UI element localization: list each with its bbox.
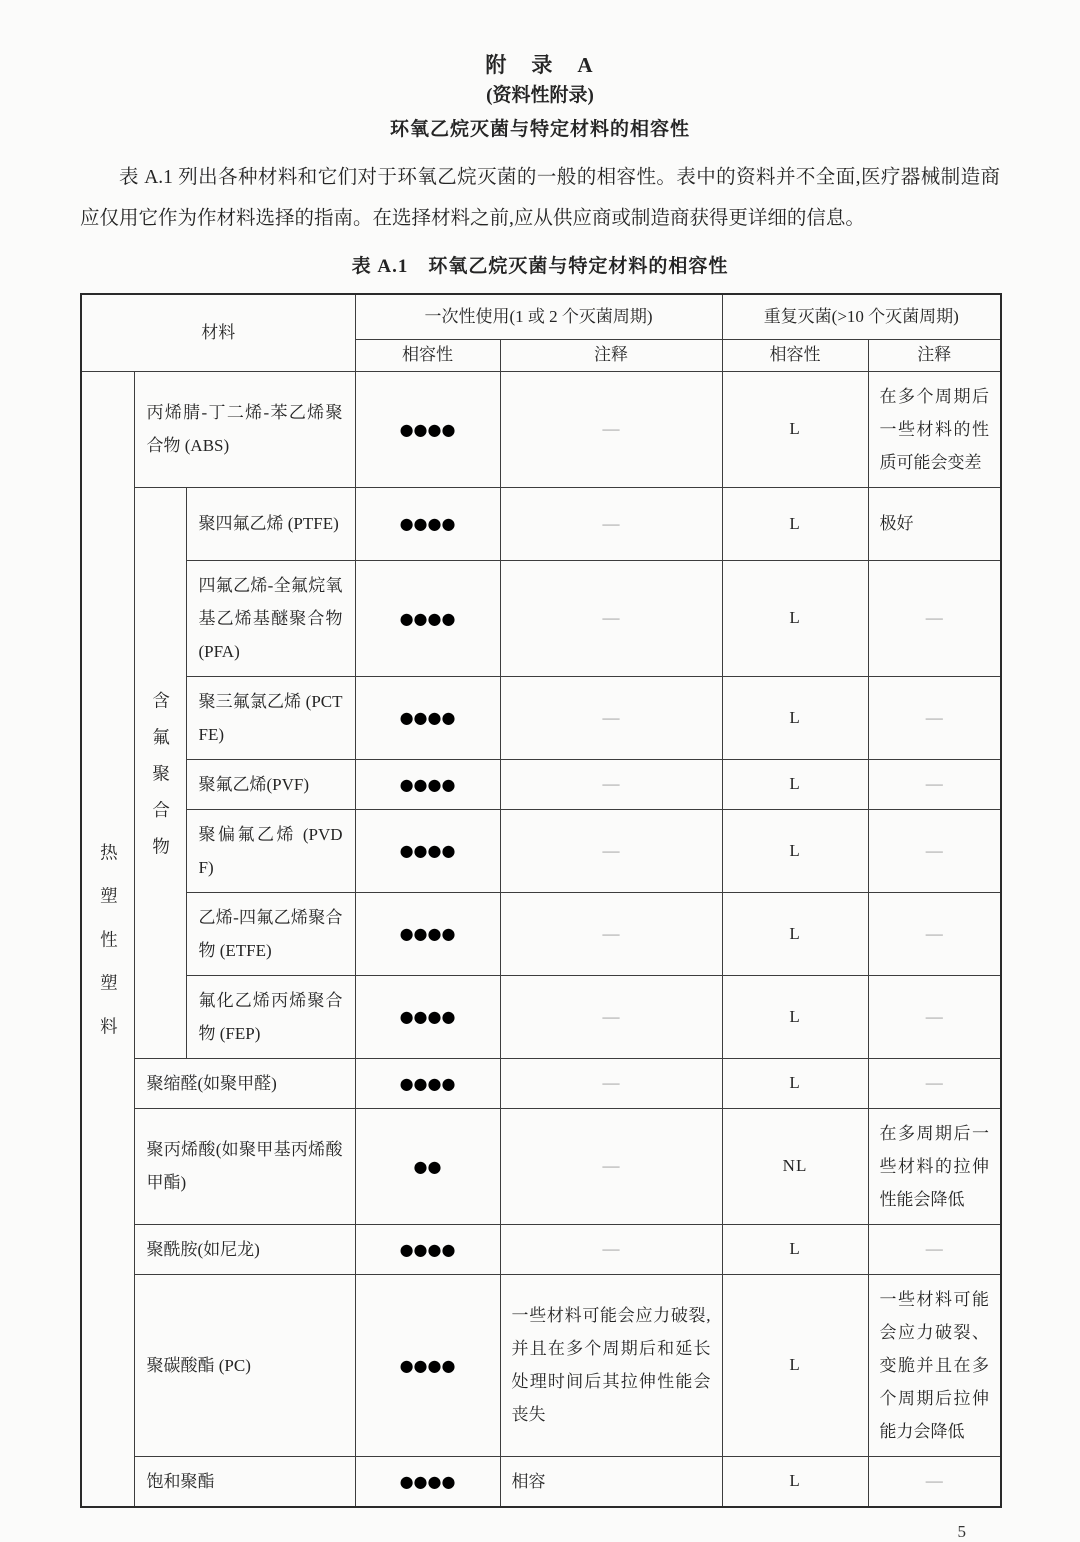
repeat-compat-cell: L bbox=[722, 1058, 868, 1108]
repeat-note-cell: 在多周期后一些材料的拉伸性能会降低 bbox=[868, 1108, 1001, 1224]
compatibility-table bbox=[80, 293, 1002, 1508]
repeat-compat-cell: L bbox=[722, 487, 868, 560]
subheader-note-2: 注释 bbox=[868, 339, 1001, 371]
repeat-note-cell: — bbox=[868, 676, 1001, 759]
appendix-heading: 环氧乙烷灭菌与特定材料的相容性 bbox=[389, 119, 690, 140]
single-compat-cell: ●●●● bbox=[355, 371, 500, 487]
single-note-cell: — bbox=[500, 371, 722, 487]
material-cell: 丙烯腈-丁二烯-苯乙烯聚合物 (ABS) bbox=[134, 371, 355, 487]
single-compat-cell: ●●●● bbox=[355, 676, 500, 759]
table-row bbox=[81, 809, 1001, 892]
repeat-compat-cell: L bbox=[722, 560, 868, 676]
single-note-cell: 一些材料可能会应力破裂,并且在多个周期后和延长处理时间后其拉伸性能会丧失 bbox=[500, 1274, 722, 1456]
table-row bbox=[81, 759, 1001, 809]
single-note-cell: — bbox=[500, 1108, 722, 1224]
material-cell: 四氟乙烯-全氟烷氧基乙烯基醚聚合物(PFA) bbox=[186, 560, 355, 676]
single-note-cell: — bbox=[500, 975, 722, 1058]
material-cell: 氟化乙烯丙烯聚合物 (FEP) bbox=[186, 975, 355, 1058]
single-compat-cell: ●●●● bbox=[355, 1224, 500, 1274]
single-compat-cell: ●● bbox=[355, 1108, 500, 1224]
single-compat-cell: ●●●● bbox=[355, 975, 500, 1058]
repeat-note-cell: — bbox=[868, 1456, 1001, 1507]
repeat-note-cell: — bbox=[868, 892, 1001, 975]
material-cell: 聚酰胺(如尼龙) bbox=[134, 1224, 355, 1274]
table-row bbox=[81, 676, 1001, 759]
repeat-compat-cell: L bbox=[722, 809, 868, 892]
material-cell: 聚三氟氯乙烯 (PCTFE) bbox=[186, 676, 355, 759]
material-cell: 聚四氟乙烯 (PTFE) bbox=[186, 487, 355, 560]
material-cell: 聚碳酸酯 (PC) bbox=[134, 1274, 355, 1456]
col-header-repeated: 重复灭菌(>10 个灭菌周期) bbox=[722, 294, 1001, 339]
single-note-cell: — bbox=[500, 487, 722, 560]
single-note-cell: — bbox=[500, 676, 722, 759]
subheader-note-1: 注释 bbox=[500, 339, 722, 371]
single-note-cell: — bbox=[500, 1224, 722, 1274]
table-row bbox=[81, 975, 1001, 1058]
table-row bbox=[81, 1058, 1001, 1108]
repeat-compat-cell: L bbox=[722, 1456, 868, 1507]
appendix-type-label: (资料性附录) bbox=[486, 85, 594, 106]
repeat-note-cell: — bbox=[868, 1058, 1001, 1108]
col-header-material: 材料 bbox=[81, 294, 355, 371]
single-note-cell: — bbox=[500, 560, 722, 676]
repeat-compat-cell: L bbox=[722, 759, 868, 809]
subheader-compat-2: 相容性 bbox=[722, 339, 868, 371]
table-row bbox=[81, 560, 1001, 676]
single-compat-cell: ●●●● bbox=[355, 487, 500, 560]
single-compat-cell: ●●●● bbox=[355, 560, 500, 676]
single-note-cell: — bbox=[500, 1058, 722, 1108]
repeat-compat-cell: L bbox=[722, 975, 868, 1058]
single-compat-cell: ●●●● bbox=[355, 1058, 500, 1108]
single-compat-cell: ●●●● bbox=[355, 809, 500, 892]
repeat-note-cell: 极好 bbox=[868, 487, 1001, 560]
material-cell: 聚缩醛(如聚甲醛) bbox=[134, 1058, 355, 1108]
material-cell: 乙烯-四氟乙烯聚合物 (ETFE) bbox=[186, 892, 355, 975]
appendix-title: 附 录 A bbox=[485, 53, 595, 77]
single-compat-cell: ●●●● bbox=[355, 1274, 500, 1456]
repeat-note-cell: 在多个周期后一些材料的性质可能会变差 bbox=[868, 371, 1001, 487]
subgroup-cell-fluoropolymers bbox=[134, 487, 186, 1058]
repeat-note-cell: — bbox=[868, 560, 1001, 676]
repeat-note-cell: 一些材料可能会应力破裂、变脆并且在多个周期后拉伸能力会降低 bbox=[868, 1274, 1001, 1456]
material-cell: 饱和聚酯 bbox=[134, 1456, 355, 1507]
table-header-row-1 bbox=[81, 294, 1001, 339]
repeat-compat-cell: L bbox=[722, 1224, 868, 1274]
repeat-note-cell: — bbox=[868, 1224, 1001, 1274]
repeat-compat-cell: L bbox=[722, 892, 868, 975]
table-row bbox=[81, 487, 1001, 560]
subheader-compat-1: 相容性 bbox=[355, 339, 500, 371]
single-compat-cell: ●●●● bbox=[355, 759, 500, 809]
subgroup-label: 含氟聚合物 bbox=[150, 690, 171, 874]
intro-paragraph: 表 A.1 列出各种材料和它们对于环氧乙烷灭菌的一般的相容性。表中的资料并不全面,医疗器械制造商应仅用它作为作材料选择的指南。在选择材料之前,应从供应商或制造商获得更详细的信息。 bbox=[80, 167, 1000, 229]
single-compat-cell: ●●●● bbox=[355, 1456, 500, 1507]
table-row bbox=[81, 1108, 1001, 1224]
page-number: 5 bbox=[957, 1521, 966, 1541]
group-cell-thermoplastics bbox=[81, 371, 134, 1507]
group-label: 热塑性塑料 bbox=[98, 842, 119, 1061]
repeat-compat-cell: L bbox=[722, 371, 868, 487]
repeat-compat-cell: L bbox=[722, 1274, 868, 1456]
table-caption: 表 A.1 环氧乙烷灭菌与特定材料的相容性 bbox=[351, 256, 729, 277]
repeat-compat-cell: NL bbox=[722, 1108, 868, 1224]
col-header-single-use: 一次性使用(1 或 2 个灭菌周期) bbox=[355, 294, 722, 339]
repeat-note-cell: — bbox=[868, 759, 1001, 809]
table-row bbox=[81, 371, 1001, 487]
single-note-cell: — bbox=[500, 892, 722, 975]
material-cell: 聚丙烯酸(如聚甲基丙烯酸甲酯) bbox=[134, 1108, 355, 1224]
single-compat-cell: ●●●● bbox=[355, 892, 500, 975]
single-note-cell: — bbox=[500, 809, 722, 892]
table-row bbox=[81, 1224, 1001, 1274]
single-note-cell: 相容 bbox=[500, 1456, 722, 1507]
single-note-cell: — bbox=[500, 759, 722, 809]
repeat-note-cell: — bbox=[868, 975, 1001, 1058]
material-cell: 聚氟乙烯(PVF) bbox=[186, 759, 355, 809]
material-cell: 聚偏氟乙烯 (PVDF) bbox=[186, 809, 355, 892]
table-row bbox=[81, 892, 1001, 975]
repeat-note-cell: — bbox=[868, 809, 1001, 892]
table-row bbox=[81, 1456, 1001, 1507]
repeat-compat-cell: L bbox=[722, 676, 868, 759]
